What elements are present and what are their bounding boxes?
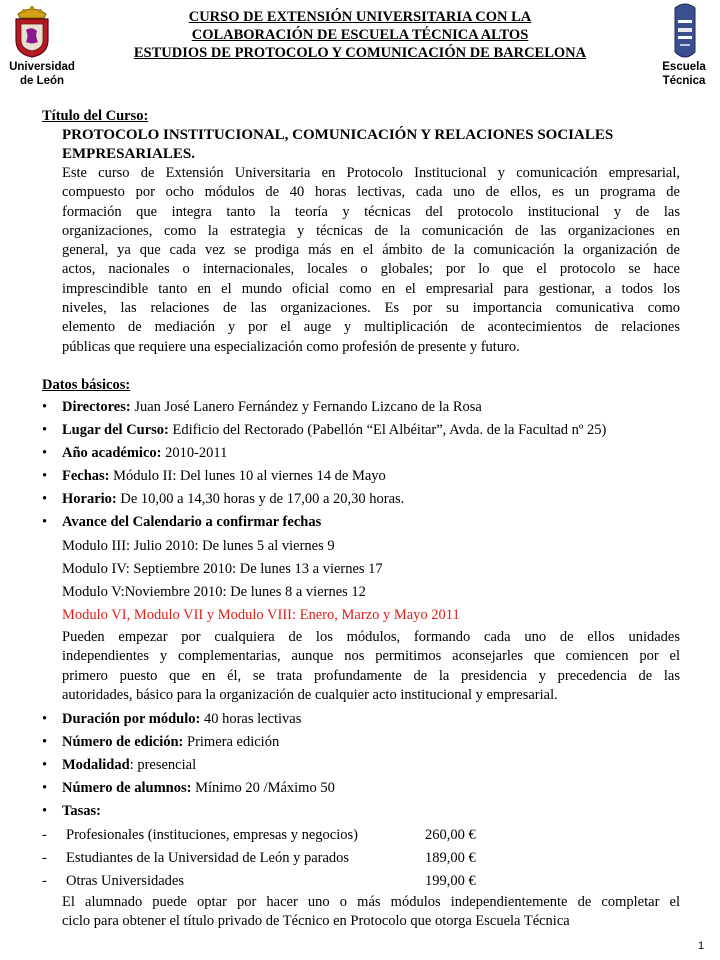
page-number: 1 (698, 940, 705, 952)
list-item-duration: • Duración por módulo: 40 horas lectivas (42, 711, 302, 727)
university-logo-label: Universidad de León (9, 61, 75, 87)
document-header (100, 8, 620, 62)
list-item-calendar: • Avance del Calendario a confirmar fechas (42, 514, 322, 530)
fee-row: - Otras Universidades 199,00 € (42, 873, 476, 889)
module-highlight-line: Modulo VI, Modulo VII y Modulo VIII: Enero, Marzo y Mayo 2011 (62, 607, 460, 623)
list-item-place: • Lugar del Curso: Edificio del Rectorado (Pabellón “El Albéitar”, Avda. de la Facultad nº 25) (42, 422, 607, 438)
module-line: Modulo III: Julio 2010: De lunes 5 al viernes 9 (62, 538, 335, 554)
module-line: Modulo IV: Septiembre 2010: De lunes 13 a viernes 17 (62, 561, 383, 577)
list-item-fees: • Tasas: (42, 803, 101, 819)
header-line-1: CURSO DE EXTENSIÓN UNIVERSITARIA CON LA (188, 9, 532, 25)
coat-of-arms-icon (10, 2, 54, 58)
header-line-3: ESTUDIOS DE PROTOCOLO Y COMUNICACIÓN DE BARCELONA (133, 45, 587, 61)
list-item-schedule: • Horario: De 10,00 a 14,30 horas y de 17,00 a 20,30 horas. (42, 491, 405, 507)
list-item-edition: • Número de edición: Primera edición (42, 734, 280, 750)
modules-note: Pueden empezar por cualquiera de los módulos, formando cada uno de ellos unidades independientes y complementarias, aunque nos permitimos aconsejarles que comiencen por el primero puesto que en él, se trata profundamente de la presidencia y precedencia de las autoridades, básico para la organización de cualquier acto institucional y empresarial. (62, 629, 680, 703)
basics-section-title: Datos básicos: (42, 377, 131, 393)
header-line-2: COLABORACIÓN DE ESCUELA TÉCNICA ALTOS (191, 27, 529, 43)
list-item-students: • Número de alumnos: Mínimo 20 /Máximo 50 (42, 780, 335, 796)
course-name: PROTOCOLO INSTITUCIONAL, COMUNICACIÓN Y RELACIONES SOCIALES EMPRESARIALES. (62, 127, 614, 162)
fee-row: - Estudiantes de la Universidad de León y parados 189,00 € (42, 850, 476, 866)
closing-paragraph: El alumnado puede optar por hacer uno o más módulos independientemente de completar el ciclo para obtener el título privado de Técnico en Protocolo que otorga Escuela Técnica (62, 894, 680, 930)
module-line: Modulo V:Noviembre 2010: De lunes 8 a viernes 12 (62, 584, 366, 600)
list-item-modality: • Modalidad: presencial (42, 757, 197, 773)
list-item-directors: • Directores: Juan José Lanero Fernández y Fernando Lizcano de la Rosa (42, 399, 482, 415)
list-item-year: • Año académico: 2010-2011 (42, 445, 228, 461)
course-description: Este curso de Extensión Universitaria en Protocolo Institucional y comunicación empresarial, compuesto por ocho módulos de 40 horas lectivas, cada uno de ellos, es un programa de formación que integra tanto la teoría y técnicas del protocolo institucional y de las organizaciones, como la estrategia y técnicas de la comunicación de las organizaciones en general, ya que cada vez se prodiga más en el ámbito de la comunicación la organización de actos, nacionales o internacionales, locales o globales; por lo que el protocolo se hace imprescindible tanto en el mundo oficial como en el empresarial para gestionar, a todos los niveles, las relaciones de las organizaciones. Es por su importancia comunicativa como elemento de mediación y por el auge y multiplicación de acontecimientos de relaciones públicas que requiere una especialización como profesión de presente y futuro. (62, 165, 680, 355)
list-item-dates: • Fechas: Módulo II: Del lunes 10 al viernes 14 de Mayo (42, 468, 386, 484)
fee-row: - Profesionales (instituciones, empresas y negocios) 260,00 € (42, 827, 476, 843)
school-emblem-icon (672, 2, 698, 60)
course-section-title: Título del Curso: (42, 108, 149, 124)
school-logo-label: Escuela Técnica (662, 61, 706, 87)
